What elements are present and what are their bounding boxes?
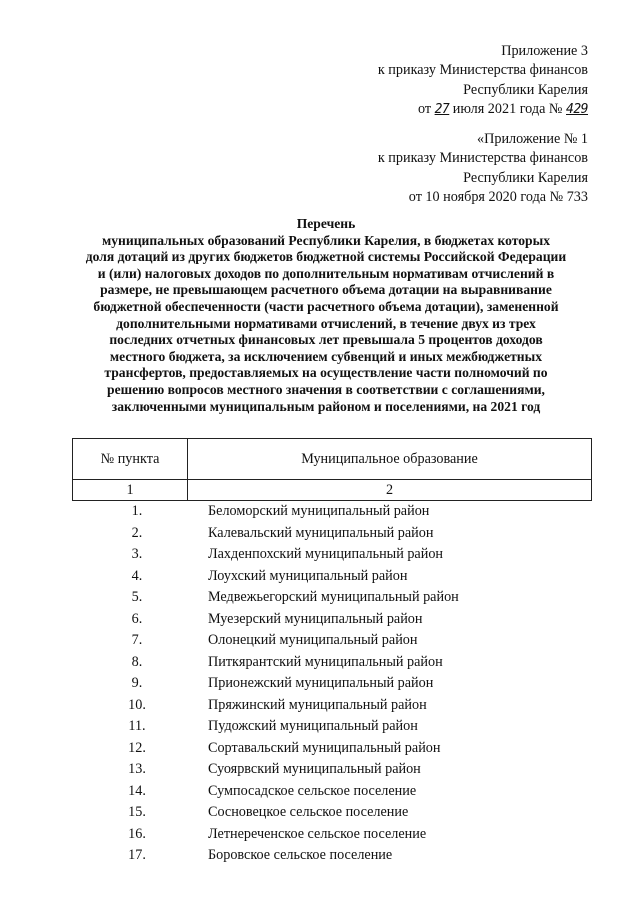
- municipalities-table-header: [72, 438, 592, 501]
- appendix-3-republic-line: Республики Карелия: [463, 81, 588, 98]
- appendix-3-header: [378, 42, 588, 120]
- handwritten-day: 27: [434, 102, 450, 118]
- table-row: [72, 630, 592, 652]
- column-header-municipality: Муниципальное образование: [188, 439, 592, 480]
- row-number: 5.: [131, 589, 143, 605]
- row-number: 15.: [128, 804, 146, 820]
- table-row: [72, 845, 592, 867]
- title-line: последних отчетных финансовых лет превышала 5 процентов доходов: [109, 332, 543, 348]
- appendix-1-republic-line: Республики Карелия: [463, 169, 588, 186]
- municipality-name: Калевальский муниципальный район: [208, 524, 434, 541]
- municipality-name: Суоярвский муниципальный район: [208, 761, 421, 777]
- row-number: 11.: [128, 718, 146, 734]
- municipality-name: Беломорский муниципальный район: [208, 503, 430, 519]
- title-line: размере, не превышающем расчетного объема дотации на выравнивание: [100, 282, 552, 298]
- row-number: 2.: [131, 524, 143, 541]
- appendix-3-date-line: [378, 100, 588, 119]
- title-line: и (или) налоговых доходов по дополнительным нормативам отчислений в: [97, 265, 555, 281]
- table-row: [72, 716, 592, 738]
- handwritten-number: 429: [566, 102, 588, 118]
- table-row: [72, 781, 592, 803]
- municipality-name: Олонецкий муниципальный район: [208, 632, 418, 648]
- column-number-2: 2: [188, 480, 592, 501]
- title-line: заключенными муниципальным районом и поселениями, на 2021 год: [111, 398, 541, 414]
- row-number: 4.: [131, 567, 143, 584]
- municipality-name: Сосновецкое сельское поселение: [208, 804, 409, 820]
- table-row: [72, 738, 592, 760]
- appendix-3-date-middle: июля 2021 года №: [449, 101, 567, 118]
- title-line: решению вопросов местного значения в соответствии с соглашениями,: [107, 381, 545, 397]
- row-number: 13.: [128, 761, 146, 777]
- table-row: [72, 609, 592, 631]
- row-number: 8.: [131, 653, 143, 670]
- appendix-1-date-line: от 10 ноября 2020 года № 733: [408, 189, 588, 206]
- column-number-1: 1: [73, 480, 188, 501]
- municipality-name: Пудожский муниципальный район: [208, 718, 418, 734]
- municipality-name: Питкярантский муниципальный район: [208, 653, 443, 670]
- document-title: [62, 216, 590, 415]
- row-number: 17.: [128, 847, 146, 863]
- table-row: [72, 673, 592, 695]
- municipality-name: Боровское сельское поселение: [208, 847, 393, 863]
- municipality-name: Медвежьегорский муниципальный район: [208, 589, 459, 605]
- table-column-numbers-row: [73, 480, 592, 501]
- table-row: [72, 802, 592, 824]
- row-number: 12.: [128, 739, 146, 756]
- row-number: 14.: [128, 782, 146, 799]
- title-line: доля дотаций из других бюджетов бюджетной системы Российской Федерации: [85, 249, 567, 265]
- appendix-1-title: «Приложение № 1: [477, 131, 588, 147]
- table-row: [72, 523, 592, 545]
- appendix-3-order-line: к приказу Министерства финансов: [377, 62, 588, 79]
- title-heading: Перечень: [296, 216, 356, 231]
- municipality-name: Сортавальский муниципальный район: [208, 739, 441, 756]
- municipality-name: Пряжинский муниципальный район: [208, 696, 427, 713]
- title-line: местного бюджета, за исключением субвенций и иных межбюджетных: [109, 348, 543, 364]
- title-line: муниципальных образований Республики Карелия, в бюджетах которых: [102, 232, 550, 248]
- row-number: 7.: [131, 632, 143, 648]
- row-number: 9.: [131, 675, 143, 691]
- row-number: 6.: [131, 610, 143, 627]
- table-row: [72, 824, 592, 846]
- title-line: бюджетной обеспеченности (части расчетного объема дотации), замененной: [93, 298, 559, 314]
- table-row: [72, 759, 592, 781]
- municipality-name: Лахденпохский муниципальный район: [208, 546, 444, 562]
- row-number: 3.: [131, 546, 143, 562]
- table-row: [72, 695, 592, 717]
- row-number: 1.: [131, 503, 143, 519]
- column-header-number: № пункта: [73, 439, 188, 480]
- table-row: [72, 652, 592, 674]
- municipality-name: Летнереченское сельское поселение: [208, 825, 427, 842]
- municipality-name: Муезерский муниципальный район: [208, 610, 423, 627]
- table-row: [72, 501, 592, 523]
- municipalities-list: [72, 501, 592, 867]
- municipality-name: Прионежский муниципальный район: [208, 675, 434, 691]
- title-line: трансфертов, предоставляемых на осуществление части полномочий по: [104, 365, 548, 381]
- table-header-row: [73, 439, 592, 480]
- appendix-3-title: Приложение 3: [501, 43, 588, 59]
- table-row: [72, 544, 592, 566]
- title-line: дополнительными нормативами отчислений, в течение двух из трех: [116, 315, 536, 331]
- municipality-name: Сумпосадское сельское поселение: [208, 782, 417, 799]
- row-number: 10.: [128, 696, 146, 713]
- appendix-3-date-prefix: от: [417, 101, 435, 118]
- table-row: [72, 587, 592, 609]
- appendix-1-header: [378, 130, 588, 208]
- municipality-name: Лоухский муниципальный район: [208, 567, 408, 584]
- row-number: 16.: [128, 825, 146, 842]
- table-row: [72, 566, 592, 588]
- appendix-1-order-line: к приказу Министерства финансов: [377, 150, 588, 167]
